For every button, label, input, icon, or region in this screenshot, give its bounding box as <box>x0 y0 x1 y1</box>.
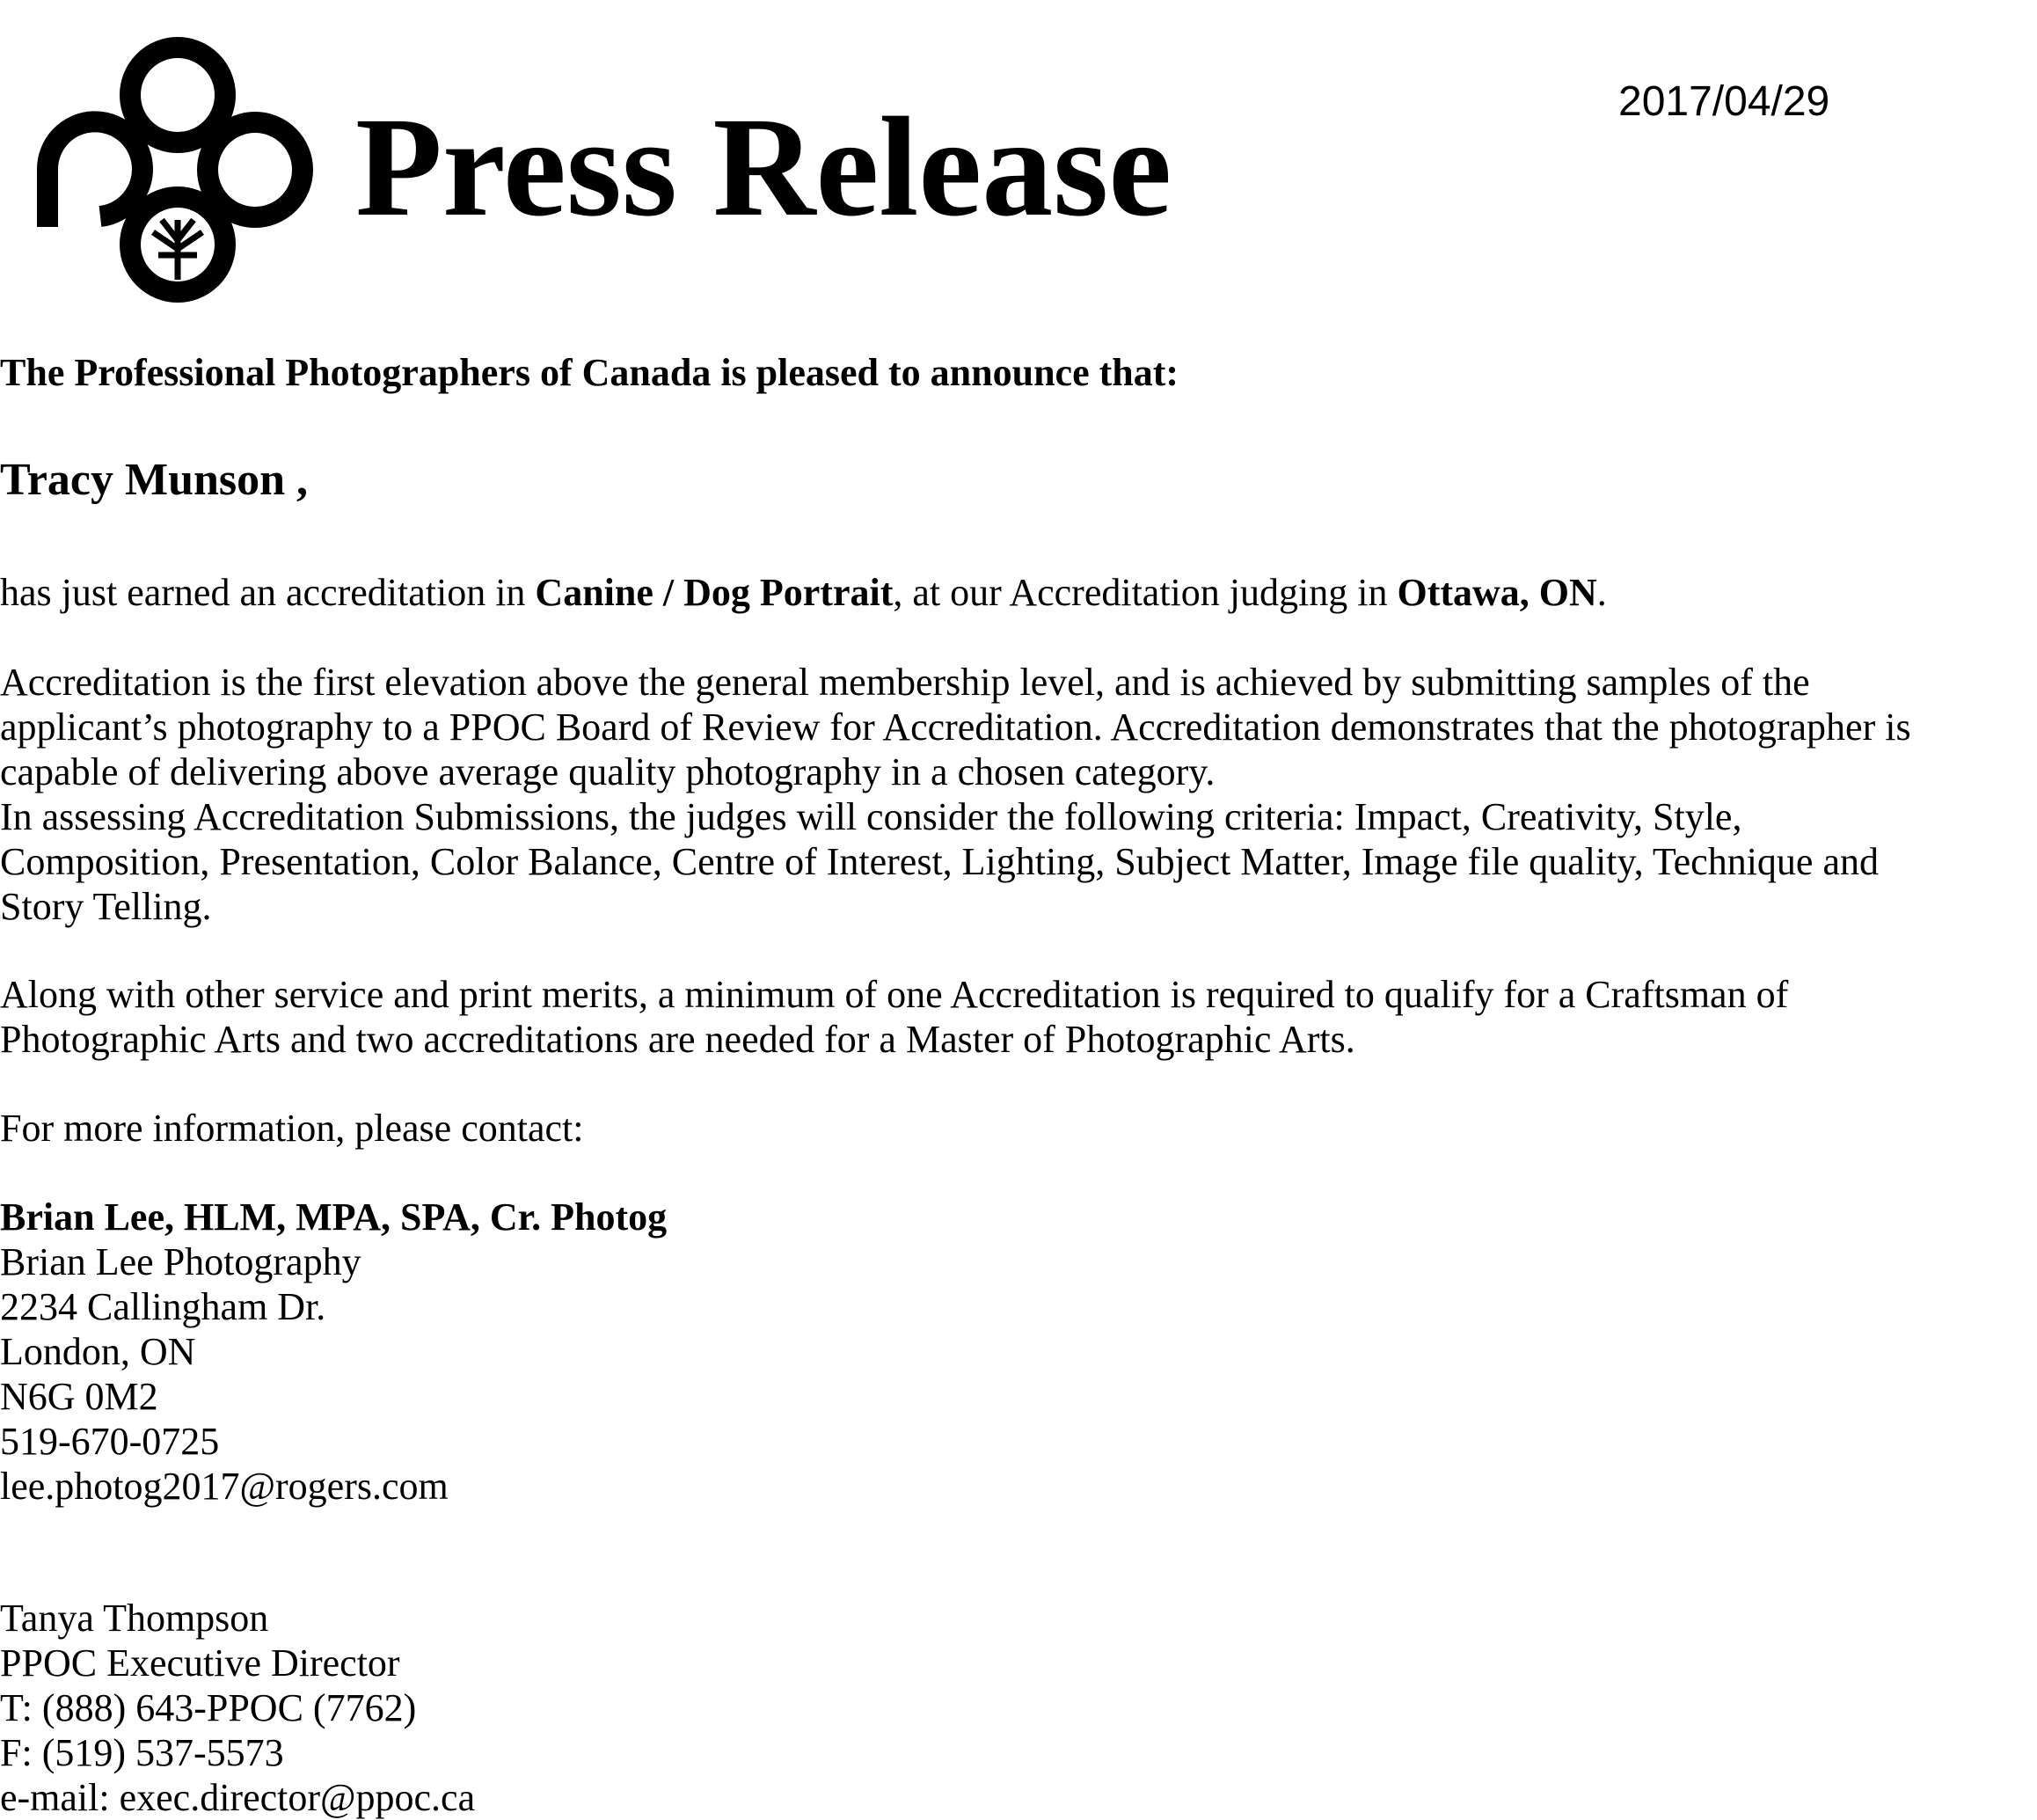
contact-postal: N6G 0M2 <box>0 1375 158 1418</box>
paragraph-line: Photographic Arts and two accreditations are needed for a Master of Photographic Arts. <box>0 1018 1355 1061</box>
contact-company: Brian Lee Photography <box>0 1240 361 1283</box>
primary-contact <box>0 1195 667 1509</box>
contact-phone: 519-670-0725 <box>0 1420 220 1463</box>
contact-address: 2234 Callingham Dr. <box>0 1285 326 1328</box>
honoree-name: Tracy Munson , <box>0 455 309 505</box>
earned-middle: , at our Accreditation judging in <box>893 571 1398 614</box>
director-role: PPOC Executive Director <box>0 1641 400 1685</box>
secondary-contact <box>0 1596 475 1820</box>
contact-name: Brian Lee, HLM, MPA, SPA, Cr. Photog <box>0 1195 668 1239</box>
paragraph-line: In assessing Accreditation Submissions, the judges will consider the following criteria: Impact, Creativity, Style, <box>0 795 1742 838</box>
paragraph-line: Along with other service and print merits, a minimum of one Accreditation is required to qualify for a Craftsman of <box>0 973 1789 1016</box>
contact-email[interactable]: lee.photog2017@rogers.com <box>0 1465 449 1508</box>
contact-city: London, ON <box>0 1330 196 1373</box>
director-name: Tanya Thompson <box>0 1597 269 1640</box>
merits-description <box>0 972 1788 1062</box>
page-title: Press Release <box>355 89 1172 246</box>
paragraph-line: capable of delivering above average quality photography in a chosen category. <box>0 750 1216 793</box>
director-fax: F: (519) 537-5573 <box>0 1731 284 1774</box>
paragraph-line: applicant’s photography to a PPOC Board of Review for Accreditation. Accreditation demonstrates that the photographer is <box>0 705 1911 749</box>
paragraph-line: Composition, Presentation, Color Balance, Centre of Interest, Lighting, Subject Matter, Image file quality, Technique and <box>0 840 1879 883</box>
accreditation-category: Canine / Dog Portrait <box>535 571 894 614</box>
director-email[interactable]: e-mail: exec.director@ppoc.ca <box>0 1776 476 1819</box>
announcement: The Professional Photographers of Canada is pleased to announce that: <box>0 351 1179 394</box>
paragraph-line: Story Telling. <box>0 885 212 928</box>
accreditation-description <box>0 660 1911 929</box>
accreditation-statement <box>0 570 1607 615</box>
ppoc-logo-icon <box>35 25 317 315</box>
earned-prefix: has just earned an accreditation in <box>0 571 536 614</box>
paragraph-line: Accreditation is the first elevation above the general membership level, and is achieved by submitting samples of the <box>0 661 1810 704</box>
judging-location: Ottawa, ON <box>1397 571 1597 614</box>
earned-suffix: . <box>1596 571 1607 614</box>
contact-intro: For more information, please contact: <box>0 1107 584 1150</box>
release-date: 2017/04/29 <box>1618 78 1830 125</box>
director-phone: T: (888) 643-PPOC (7762) <box>0 1686 417 1729</box>
